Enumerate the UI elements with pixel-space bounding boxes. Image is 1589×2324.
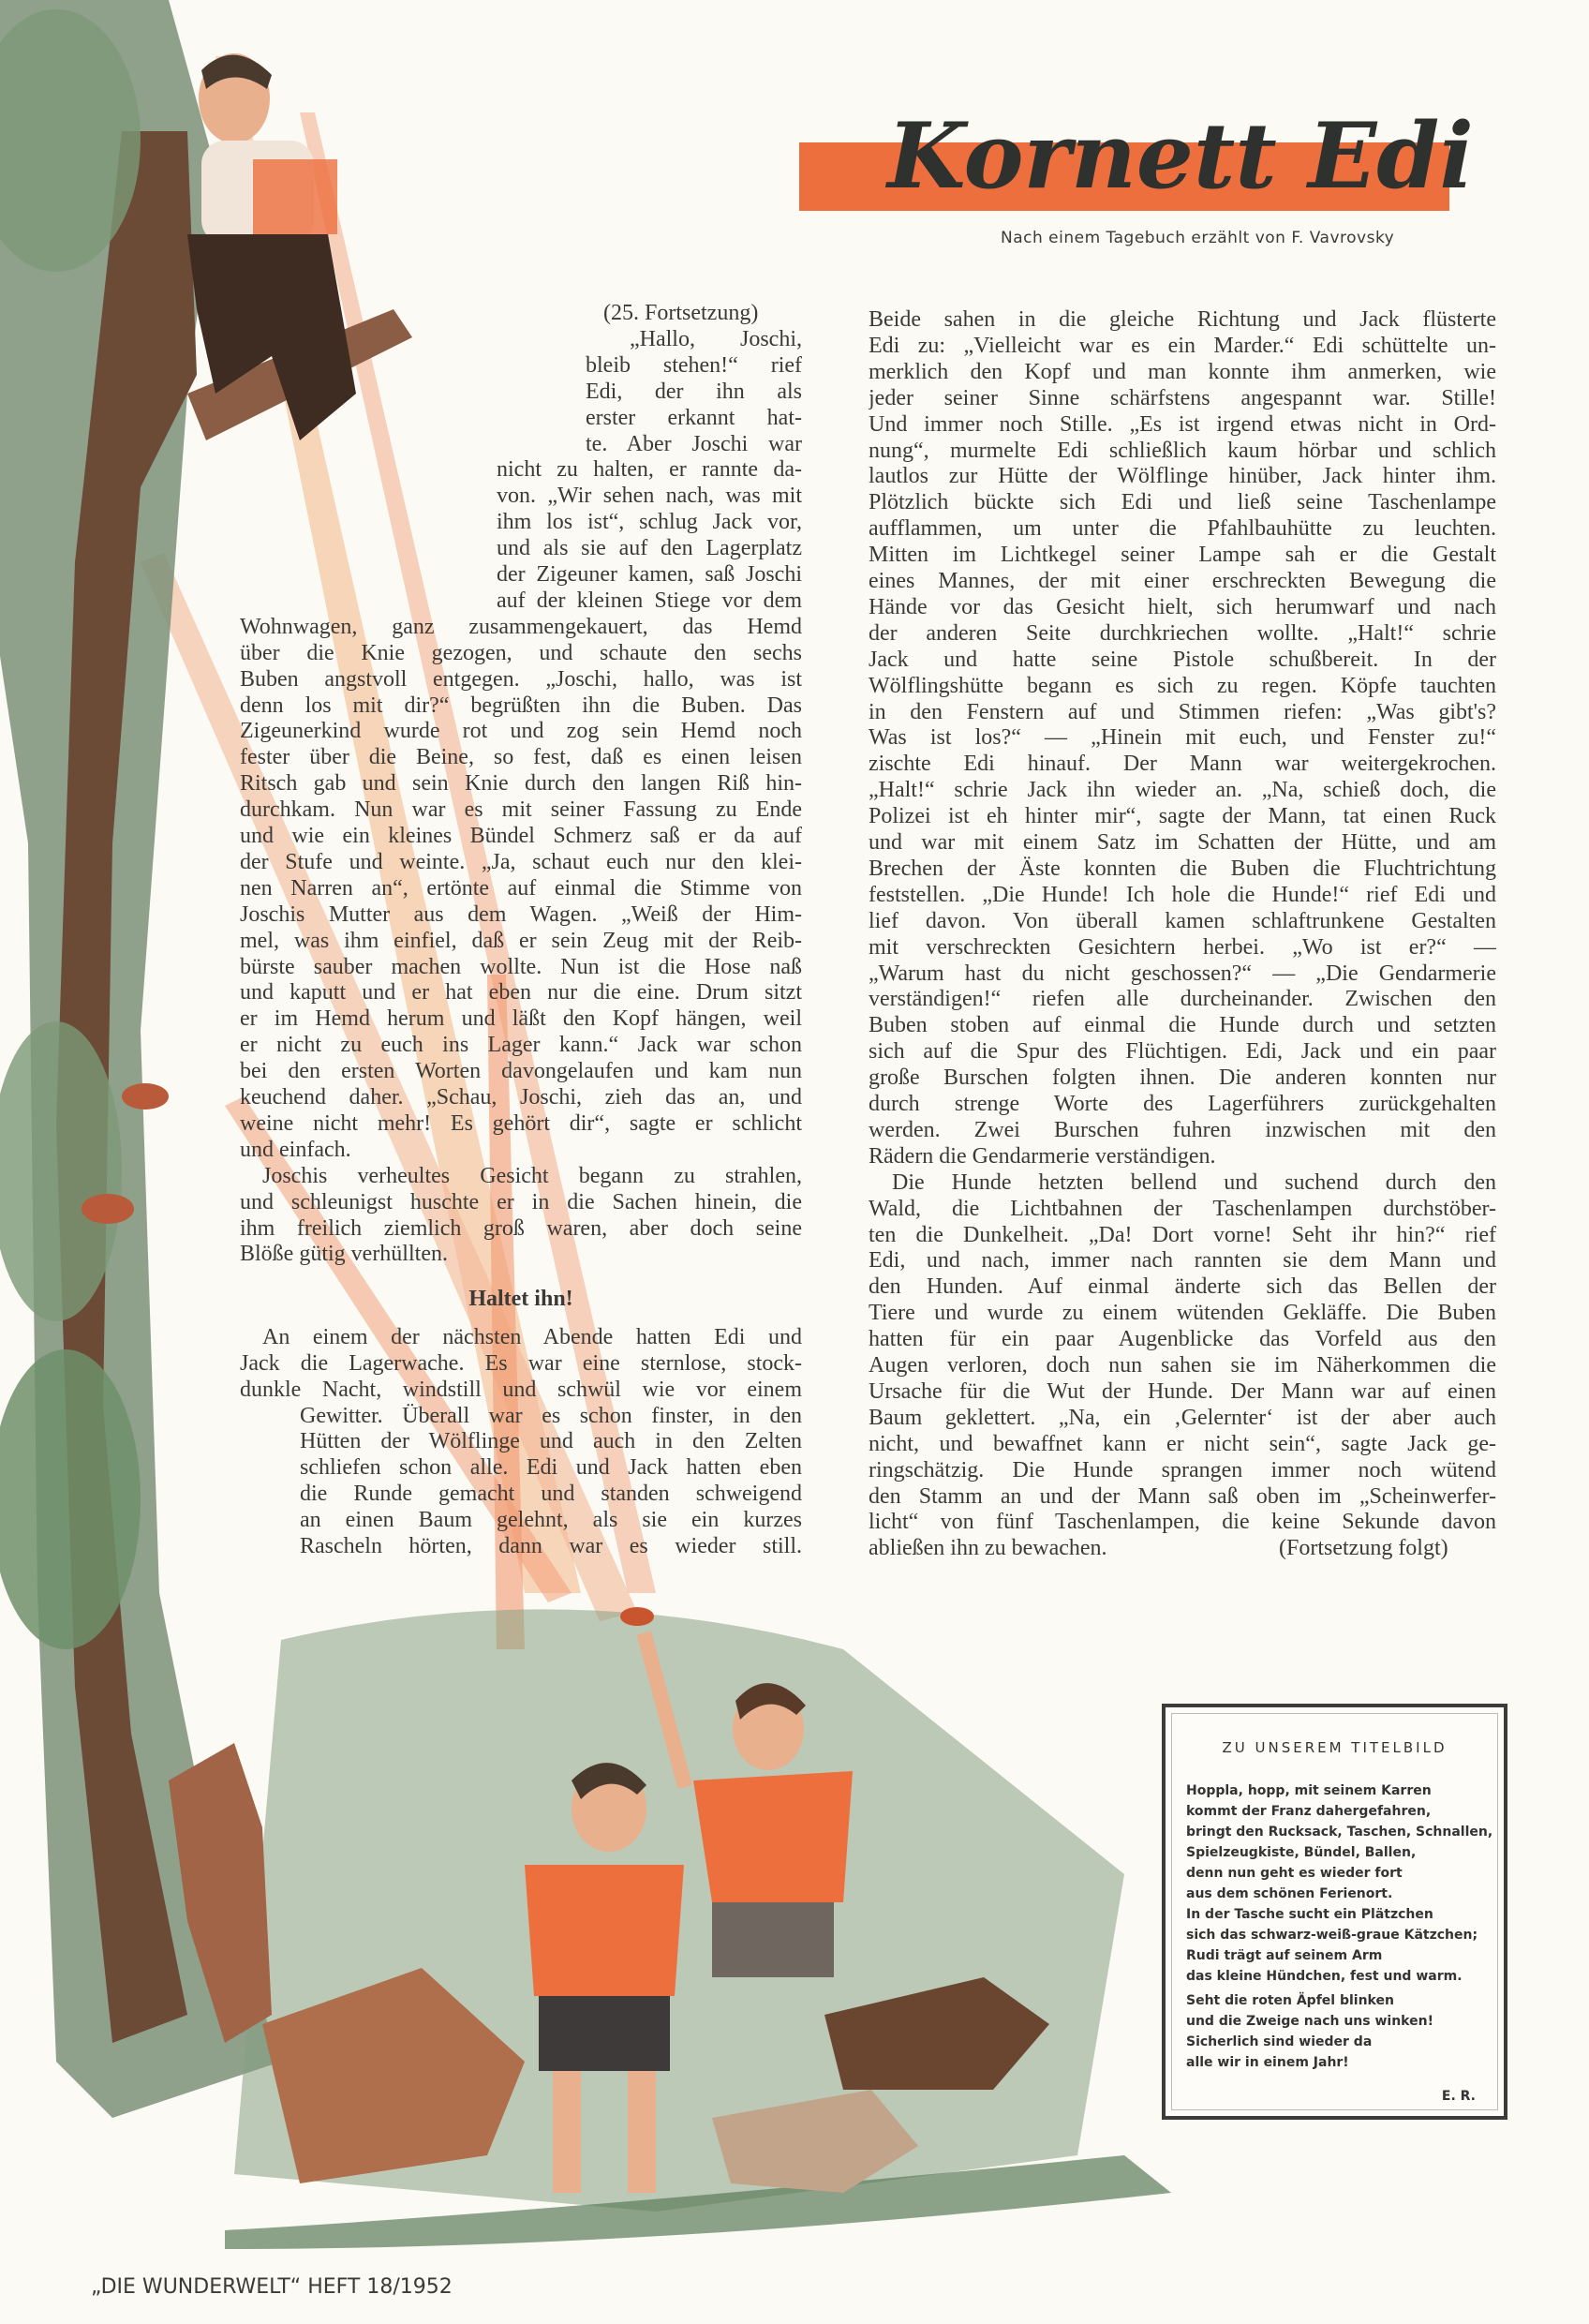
text-line: schliefen schon alle. Edi und Jack hatten eben xyxy=(300,1455,802,1481)
text-line: in den Fenstern auf und Stimmen riefen: „Was gibt's? xyxy=(869,699,1496,724)
text-line: Ritsch gab und sein Knie durch den langen Riß hin- xyxy=(240,771,802,797)
text-line: und war mit einem Satz im Schatten der Hütte, und am xyxy=(869,830,1496,855)
text-line: mel, was ihm einfiel, daß er sein Zeug mit der Reib- xyxy=(240,928,802,953)
poem-line: und die Zweige nach uns winken! xyxy=(1186,2014,1433,2029)
subtitle-byline: Nach einem Tagebuch erzählt von F. Vavrovsky xyxy=(1001,229,1395,247)
text-line: Brechen der Äste konnten die Buben die Fluchtrichtung xyxy=(869,856,1496,881)
text-line: über die Knie gezogen, und schaute den sechs xyxy=(240,640,802,665)
text-line: „Hallo, Joschi, xyxy=(630,326,802,351)
text-line: Joschis Mutter aus dem Wagen. „Weiß der Him- xyxy=(240,901,802,927)
text-line: feststellen. „Die Hunde! Ich hole die Hunde!“ rief Edi und xyxy=(869,882,1496,907)
text-line: an einen Baum gelehnt, als sie ein kurzes xyxy=(300,1508,802,1533)
text-line: nung“, murmelte Edi schließlich kaum hörbar und schlich xyxy=(869,438,1496,463)
poem-line: denn nun geht es wieder fort xyxy=(1186,1866,1403,1881)
text-line: Polizei ist eh hinter mir“, sagte der Mann, tat einen Ruck xyxy=(869,804,1496,829)
text-line: nicht zu halten, er rannte da- xyxy=(497,457,802,483)
text-line: hatten für ein paar Augenblicke das Vorfeld aus den xyxy=(869,1327,1496,1352)
poem-line: kommt der Franz dahergefahren, xyxy=(1186,1804,1432,1819)
text-line: der Zigeuner kamen, saß Joschi xyxy=(497,562,802,587)
text-line: Hände vor das Gesicht hielt, sich herumwarf und nach xyxy=(869,594,1496,619)
text-line: und einfach. xyxy=(240,1137,351,1162)
continued-note: (Fortsetzung folgt) xyxy=(1279,1536,1448,1561)
text-line: Zigeunerkind wurde rot und zog sein Hemd noch xyxy=(240,719,802,744)
text-line: Ursache für die Wut der Hunde. Der Mann war auf einen xyxy=(869,1378,1496,1404)
text-line: weine nicht mehr! Es gehört dir“, sagte er schlicht xyxy=(240,1110,802,1136)
poem-line: alle wir in einem Jahr! xyxy=(1186,2055,1349,2070)
text-line: ihm freilich ziemlich groß waren, aber doch seine xyxy=(240,1215,802,1241)
text-line: durch strenge Worte des Lagerführers zurückgehalten xyxy=(869,1092,1496,1116)
text-line: „Warum hast du nicht geschossen?“ — „Die Gendarmerie xyxy=(869,961,1496,986)
poem-line: In der Tasche sucht ein Plätzchen xyxy=(1186,1907,1433,1922)
text-line: ten die Dunkelheit. „Da! Dort vorne! Seht ihr hin?“ rief xyxy=(869,1222,1496,1247)
text-line: fester über die Beine, so fest, daß es einen leisen xyxy=(240,745,802,770)
text-line: der anderen Seite durchkriechen wollte. „Halt!“ schrie xyxy=(869,620,1496,646)
poem-line: aus dem schönen Ferienort. xyxy=(1186,1886,1393,1901)
text-line: keuchend daher. „Schau, Joschi, zieh das an, und xyxy=(240,1085,802,1110)
text-line: Wölflingshütte begann es sich zu regen. Köpfe tauchten xyxy=(869,673,1496,698)
text-line: Gewitter. Überall war es schon finster, in den xyxy=(300,1403,802,1428)
text-line: denn los mit dir?“ begrüßten ihn die Buben. Das xyxy=(240,693,802,718)
text-line: werden. Zwei Burschen fuhren inzwischen mit den xyxy=(869,1117,1496,1142)
text-line: Und immer noch Stille. „Es ist irgend etwas nicht in Ord- xyxy=(869,411,1496,437)
poem-line: bringt den Rucksack, Taschen, Schnallen, xyxy=(1186,1825,1493,1840)
text-line: bei den ersten Worten davongelaufen und kam nun xyxy=(240,1059,802,1084)
title-picture-box xyxy=(1162,1704,1507,2120)
text-line: lautlos zur Hütte der Wölflinge hinüber, Jack hinter ihm. xyxy=(869,464,1496,489)
text-line: Rascheln hörten, dann war es wieder still. xyxy=(300,1534,802,1559)
text-line: bürste sauber machen wollte. Nun ist die Hose naß xyxy=(240,954,802,979)
text-line: Edi, und nach, immer nach rannten sie dem Mann und xyxy=(869,1248,1496,1274)
text-line: Rädern die Gendarmerie verständigen. xyxy=(869,1143,1216,1169)
text-line: ringschätzig. Die Hunde sprangen immer noch wütend xyxy=(869,1457,1496,1482)
text-line: er nicht zu euch ins Lager kann.“ Jack war schon xyxy=(240,1033,802,1058)
text-line: Wald, die Lichtbahnen der Taschenlampen durchstöber- xyxy=(869,1196,1496,1221)
text-line: te. Aber Joschi war xyxy=(586,431,802,456)
poem xyxy=(1186,1780,1492,2073)
text-line: bleib stehen!“ rief xyxy=(586,352,802,378)
text-line: Baum geklettert. „Na, ein ‚Gelernter‘ ist der aber auch xyxy=(869,1405,1496,1430)
text-line: nen Narren an“, ertönte auf einmal die Stimme von xyxy=(240,875,802,901)
text-line: jeder seiner Sinne schärfstens angespannt war. Stille! xyxy=(869,385,1496,410)
title-text: Kornett Edi xyxy=(887,103,1474,209)
text-line: Die Hunde hetzten bellend und suchend durch den xyxy=(892,1169,1496,1195)
poem-line: Seht die roten Äpfel blinken xyxy=(1186,1993,1394,2008)
text-line: verständigen!“ riefen alle durcheinander. Zwischen den xyxy=(869,987,1496,1012)
text-line: Mitten im Lichtkegel seiner Lampe sah er die Gestalt xyxy=(869,543,1496,568)
text-line: der Stufe und weinte. „Ja, schaut euch nur den klei- xyxy=(240,849,802,874)
text-line: sich auf die Spur des Flüchtigen. Edi, Jack und ein paar xyxy=(869,1039,1496,1065)
text-line: lief davon. Von überall kamen schlaftrunkene Gestalten xyxy=(869,908,1496,933)
text-line: Buben stoben auf einmal die Hunde durch und setzten xyxy=(869,1013,1496,1038)
text-line: den Stamm an und der Mann saß oben im „Scheinwerfer- xyxy=(869,1483,1496,1509)
text-line: und kaputt und er hat eben nur die eine. Drum sitzt xyxy=(240,980,802,1006)
poem-line: Rudi trägt auf seinem Arm xyxy=(1186,1948,1383,1963)
text-line: Jack die Lagerwache. Es war eine sternlose, stock- xyxy=(240,1350,802,1376)
text-line: durchkam. Nun war es mit seiner Fassung zu Ende xyxy=(240,797,802,823)
text-line: die Runde gemacht und standen schweigend xyxy=(300,1482,802,1507)
text-line: Plötzlich bückte sich Edi und ließ seine Taschenlampe xyxy=(869,490,1496,515)
text-line: Edi, der ihn als xyxy=(586,379,802,404)
text-line: große Burschen folgten ihnen. Die anderen konnten nur xyxy=(869,1065,1496,1091)
text-line: aufflammen, um unter die Pfahlbauhütte zu leuchten. xyxy=(869,516,1496,542)
poem-signature: E. R. xyxy=(1441,2089,1476,2104)
text-line: Beide sahen in die gleiche Richtung und Jack flüsterte xyxy=(869,307,1496,332)
text-line: Blöße gütig verhüllten. xyxy=(240,1242,448,1267)
text-line: ihm los ist“, schlug Jack vor, xyxy=(497,510,802,535)
text-line: Tiere und wurde zu einem wütenden Gekläffe. Die Buben xyxy=(869,1301,1496,1326)
forest-scene xyxy=(169,1607,1171,2249)
text-line: abließen ihn zu bewachen. xyxy=(869,1536,1107,1561)
text-line: und schleunigst huschte er in die Sachen hinein, die xyxy=(240,1189,802,1214)
text-line: den Hunden. Auf einmal änderte sich das Bellen der xyxy=(869,1274,1496,1300)
text-line: Buben angstvoll entgegen. „Joschi, hallo, was ist xyxy=(240,666,802,692)
title-logo xyxy=(768,56,1589,216)
text-line: auf der kleinen Stiege vor dem xyxy=(497,588,802,613)
poem-line: Sicherlich sind wieder da xyxy=(1186,2034,1373,2049)
text-line: merklich den Kopf und man konnte ihm anmerken, wie xyxy=(869,359,1496,384)
text-line: nicht, und bewaffnet kann er nicht sein“, sagte Jack ge- xyxy=(869,1431,1496,1456)
text-line: Was ist los?“ — „Hinein mit euch, und Fenster zu!“ xyxy=(869,725,1496,751)
text-line: von. „Wir sehen nach, was mit xyxy=(497,484,802,509)
text-line: Augen verloren, doch nun sahen sie im Näherkommen die xyxy=(869,1353,1496,1378)
text-line: Jack und hatte seine Pistole schußbereit. In der xyxy=(869,647,1496,672)
text-line: licht“ von fünf Taschenlampen, die keine Sekunde davon xyxy=(869,1510,1496,1535)
text-line: eines Mannes, der mit einer erschreckten Bewegung die xyxy=(869,569,1496,593)
section-heading: Haltet ihn! xyxy=(468,1286,573,1311)
text-line: An einem der nächsten Abende hatten Edi und xyxy=(262,1324,802,1349)
text-line: erster erkannt hat- xyxy=(586,405,802,430)
text-line: dunkle Nacht, windstill und schwül wie vor einem xyxy=(240,1377,802,1402)
text-line: (25. Fortsetzung) xyxy=(603,301,759,325)
footer-publication: „DIE WUNDERWELT“ HEFT 18/1952 xyxy=(91,2275,453,2299)
text-line: und als sie auf den Lagerplatz xyxy=(497,536,802,561)
poem-line: sich das schwarz-weiß-graue Kätzchen; xyxy=(1186,1928,1478,1943)
text-line: Joschis verheultes Gesicht begann zu strahlen, xyxy=(262,1163,802,1188)
poem-line: das kleine Hündchen, fest und warm. xyxy=(1186,1969,1463,1984)
text-line: zischte Edi hinauf. Der Mann war weitergekrochen. xyxy=(869,752,1496,777)
box-heading: ZU UNSEREM TITELBILD xyxy=(1222,1739,1448,1756)
text-line: Edi zu: „Vielleicht war es ein Marder.“ Edi schüttelte un- xyxy=(869,333,1496,358)
text-line: „Halt!“ schrie Jack ihn wieder an. „Na, schieß doch, die xyxy=(869,778,1496,803)
poem-line: Spielzeugkiste, Bündel, Ballen, xyxy=(1186,1845,1417,1860)
text-line: und wie ein kleines Bündel Schmerz saß er da auf xyxy=(240,824,802,848)
poem-line: Hoppla, hopp, mit seinem Karren xyxy=(1186,1783,1432,1798)
text-line: Wohnwagen, ganz zusammengekauert, das Hemd xyxy=(240,614,802,639)
text-line: er im Hemd herum und läßt den Kopf hängen, weil xyxy=(240,1006,802,1032)
text-line: Hütten der Wölflinge und auch in den Zelten xyxy=(300,1429,802,1454)
text-line: mit verschreckten Gesichtern herbei. „Wo ist er?“ — xyxy=(869,934,1496,960)
